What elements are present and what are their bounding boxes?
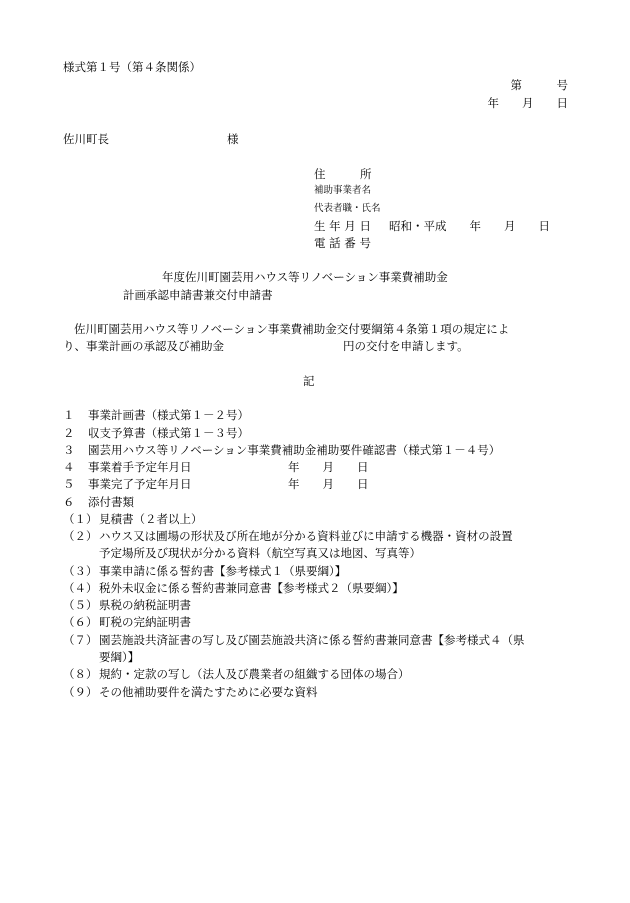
attachment-number: （１） bbox=[63, 512, 98, 526]
attachment-text: 見積書（２者以上） bbox=[99, 512, 203, 526]
item-number: ２ bbox=[63, 426, 75, 440]
item-number: ５ bbox=[63, 477, 75, 491]
attachment-text: 事業申請に係る誓約書【参考様式１（県要綱）】 bbox=[99, 564, 347, 578]
body-line-1: 佐川町園芸用ハウス等リノベーション事業費補助金交付要綱第４条第１項の規定によ bbox=[74, 322, 510, 336]
form-id: 様式第１号（第４条関係） bbox=[63, 60, 201, 74]
attachment-text: その他補助要件を満たすために必要な資料 bbox=[99, 685, 318, 699]
item-date: 年 月 日 bbox=[288, 460, 369, 474]
attachment-text: 規約・定款の写し（法人及び農業者の組織する団体の場合） bbox=[99, 667, 410, 681]
item-number: ６ bbox=[63, 495, 75, 509]
attachment-number: （８） bbox=[63, 667, 98, 681]
item-text: 事業計画書（様式第１－２号） bbox=[88, 408, 249, 422]
item-text: 園芸用ハウス等リノベーション事業費補助金補助要件確認書（様式第１－４号） bbox=[88, 443, 501, 457]
attachment-text: 町税の完納証明書 bbox=[99, 615, 191, 629]
birthdate-value: 昭和・平成 年 月 日 bbox=[389, 219, 550, 233]
attachment-number: （６） bbox=[63, 615, 98, 629]
body-line-2b: 円の交付を申請します。 bbox=[343, 339, 469, 353]
document-number: 第 号 bbox=[510, 78, 568, 92]
item-text: 事業完了予定年月日 bbox=[88, 477, 192, 491]
attachment-text: 県税の納税証明書 bbox=[99, 598, 191, 612]
item-number: ４ bbox=[63, 460, 75, 474]
attachment-text: ハウス又は圃場の形状及び所在地が分かる資料並びに申請する機器・資材の設置 bbox=[99, 529, 513, 543]
item-number: １ bbox=[63, 408, 75, 422]
item-text: 収支予算書（様式第１－３号） bbox=[88, 426, 249, 440]
attachment-number: （７） bbox=[63, 633, 98, 647]
item-text: 添付書類 bbox=[88, 495, 134, 509]
birthdate-label: 生 年 月 日 bbox=[314, 219, 371, 233]
attachment-number: （２） bbox=[63, 529, 98, 543]
attachment-number: （５） bbox=[63, 598, 98, 612]
ki-heading: 記 bbox=[303, 374, 315, 388]
addressee-title: 佐川町長 bbox=[63, 132, 109, 146]
title-line-2: 計画承認申請書兼交付申請書 bbox=[123, 288, 273, 302]
date-line: 年 月 日 bbox=[487, 96, 568, 110]
title-line-1: 年度佐川町園芸用ハウス等リノベーション事業費補助金 bbox=[162, 270, 448, 284]
address-label: 住 所 bbox=[314, 167, 372, 181]
attachment-number: （９） bbox=[63, 685, 98, 699]
addressee-honorific: 様 bbox=[227, 132, 239, 146]
item-text: 事業着手予定年月日 bbox=[88, 460, 192, 474]
attachment-text: 税外未収金に係る誓約書兼同意書【参考様式２（県要綱）】 bbox=[99, 581, 404, 595]
attachment-text-continued: 要綱）】 bbox=[99, 650, 140, 664]
item-date: 年 月 日 bbox=[288, 477, 369, 491]
representative-label: 代表者職・氏名 bbox=[314, 203, 381, 214]
attachment-text: 園芸施設共済証書の写し及び園芸施設共済に係る誓約書兼同意書【参考様式４（県 bbox=[99, 633, 525, 647]
attachment-text-continued: 予定場所及び現状が分かる資料（航空写真又は地図、写真等） bbox=[99, 546, 421, 560]
body-line-2a: り、事業計画の承認及び補助金 bbox=[63, 339, 224, 353]
phone-label: 電 話 番 号 bbox=[314, 236, 371, 250]
attachment-number: （４） bbox=[63, 581, 98, 595]
attachment-number: （３） bbox=[63, 564, 98, 578]
business-name-label: 補助事業者名 bbox=[314, 185, 372, 196]
item-number: ３ bbox=[63, 443, 75, 457]
